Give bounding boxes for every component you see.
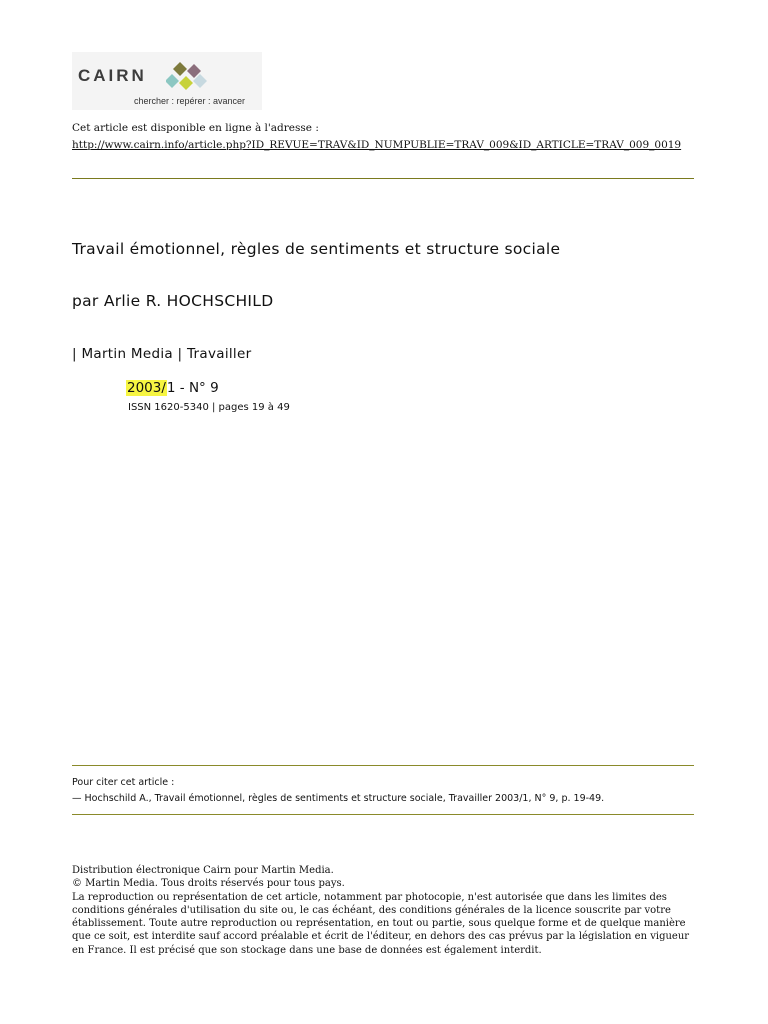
logo-diamond <box>173 62 187 76</box>
availability-text: Cet article est disponible en ligne à l'adresse : <box>72 122 319 134</box>
reproduction-notice: La reproduction ou représentation de cet article, notamment par photocopie, n'est autorisée que dans les limites des conditions générales d'utilisation du site ou, le cas échéant, des conditions générales de la licence souscrite par votre établissement. Toute autre reproduction ou représentation, en tout ou partie, sous quelque forme et de quelque manière que ce soit, est interdite sauf accord préalable et écrit de l'éditeur, en dehors des cas prévus par la législation en vigueur en France. Il est précisé que son stockage dans une base de données est également interdit. <box>72 891 690 956</box>
diamond-logo-icon <box>166 56 222 96</box>
article-url-link[interactable]: http://www.cairn.info/article.php?ID_REVUE=TRAV&ID_NUMPUBLIE=TRAV_009&ID_ARTICLE=TRAV_009_0019 <box>72 139 682 151</box>
publisher-line: | Martin Media | Travailler <box>72 346 252 362</box>
cairn-logo <box>72 52 262 110</box>
citation-heading: Pour citer cet article : <box>72 777 175 788</box>
issue-number: 1 - N° 9 <box>166 380 219 396</box>
distribution-notice: Distribution électronique Cairn pour Martin Media. <box>72 865 334 876</box>
citation-text: — Hochschild A., Travail émotionnel, règles de sentiments et structure sociale, Travailler 2003/1, N° 9, p. 19-49. <box>72 793 605 804</box>
logo-tagline: chercher : repérer : avancer <box>134 96 246 106</box>
citation-block <box>72 775 604 807</box>
logo-diamond <box>166 74 179 88</box>
header-divider <box>72 178 694 179</box>
copyright-notice: © Martin Media. Tous droits réservés pour tous pays. <box>72 878 345 890</box>
article-title: Travail émotionnel, règles de sentiments et structure sociale <box>72 240 561 258</box>
logo-wordmark: CAIRN <box>78 66 147 85</box>
citation-bottom-divider <box>72 814 694 815</box>
legal-footer <box>72 864 702 957</box>
issue-year-highlight: 2003/ <box>127 380 166 396</box>
logo-diamond <box>179 76 193 90</box>
citation-top-divider <box>72 765 694 766</box>
article-author: par Arlie R. HOCHSCHILD <box>72 292 274 310</box>
issn-pages: ISSN 1620-5340 | pages 19 à 49 <box>128 402 290 413</box>
availability-block <box>72 120 681 154</box>
issue-line <box>126 380 219 396</box>
